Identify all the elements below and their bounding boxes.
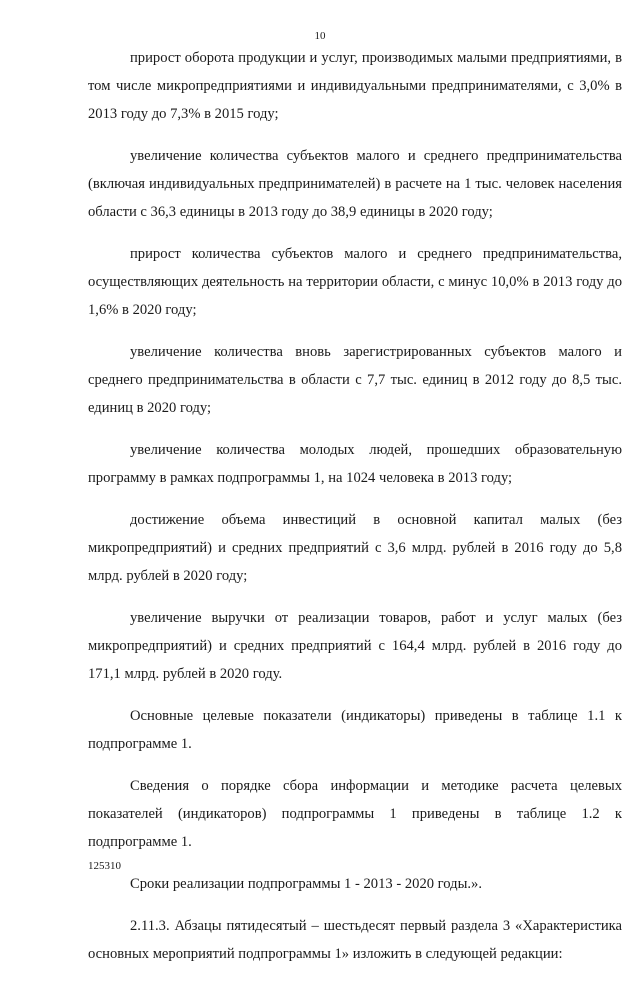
paragraph-methodology: Сведения о порядке сбора информации и методике расчета целевых показателей (индикаторов) подпрограммы 1 приведены в таблице 1.2 к подпрограмме 1.	[88, 778, 622, 850]
paragraph-section-amendment: 2.11.3. Абзацы пятидесятый – шестьдесят первый раздела 3 «Характеристика основных мероприятий подпрограммы 1» изложить в следующей редакции:	[88, 918, 622, 962]
paragraph-implementation-period: Сроки реализации подпрограммы 1 - 2013 - 2020 годы.».	[130, 876, 483, 892]
paragraph-smb-count-per-thousand: увеличение количества субъектов малого и среднего предпринимательства (включая индивидуальных предпринимателей) в расчете на 1 тыс. человек населения области с 36,3 единицы в 2013 году до 38,9 единицы в 2020 году;	[88, 148, 622, 220]
paragraph-revenue-growth: увеличение выручки от реализации товаров, работ и услуг малых (без микропредприятий) и средних предприятий с 164,4 млрд. рублей в 2016 году до 171,1 млрд. рублей в 2020 году.	[88, 610, 622, 682]
paragraph-youth-education: увеличение количества молодых людей, прошедших образовательную программу в рамках подпрограммы 1, на 1024 человека в 2013 году;	[88, 442, 622, 486]
page-number: 10	[314, 30, 326, 42]
document-id: 125310	[88, 860, 121, 872]
paragraph-target-indicators: Основные целевые показатели (индикаторы) приведены в таблице 1.1 к подпрограмме 1.	[88, 708, 622, 752]
document-body	[88, 44, 622, 982]
paragraph-investment-volume: достижение объема инвестиций в основной капитал малых (без микропредприятий) и средних предприятий с 3,6 млрд. рублей в 2016 году до 5,8 млрд. рублей в 2020 году;	[88, 512, 622, 584]
paragraph-turnover-growth: прирост оборота продукции и услуг, производимых малыми предприятиями, в том числе микропредприятиями и индивидуальными предпринимателями, с 3,0% в 2013 году до 7,3% в 2015 году;	[88, 50, 622, 122]
paragraph-new-registrations: увеличение количества вновь зарегистрированных субъектов малого и среднего предпринимательства в области с 7,7 тыс. единиц в 2012 году до 8,5 тыс. единиц в 2020 году;	[88, 344, 622, 416]
paragraph-smb-count-growth: прирост количества субъектов малого и среднего предпринимательства, осуществляющих деятельность на территории области, с минус 10,0% в 2013 году до 1,6% в 2020 году;	[88, 246, 622, 318]
